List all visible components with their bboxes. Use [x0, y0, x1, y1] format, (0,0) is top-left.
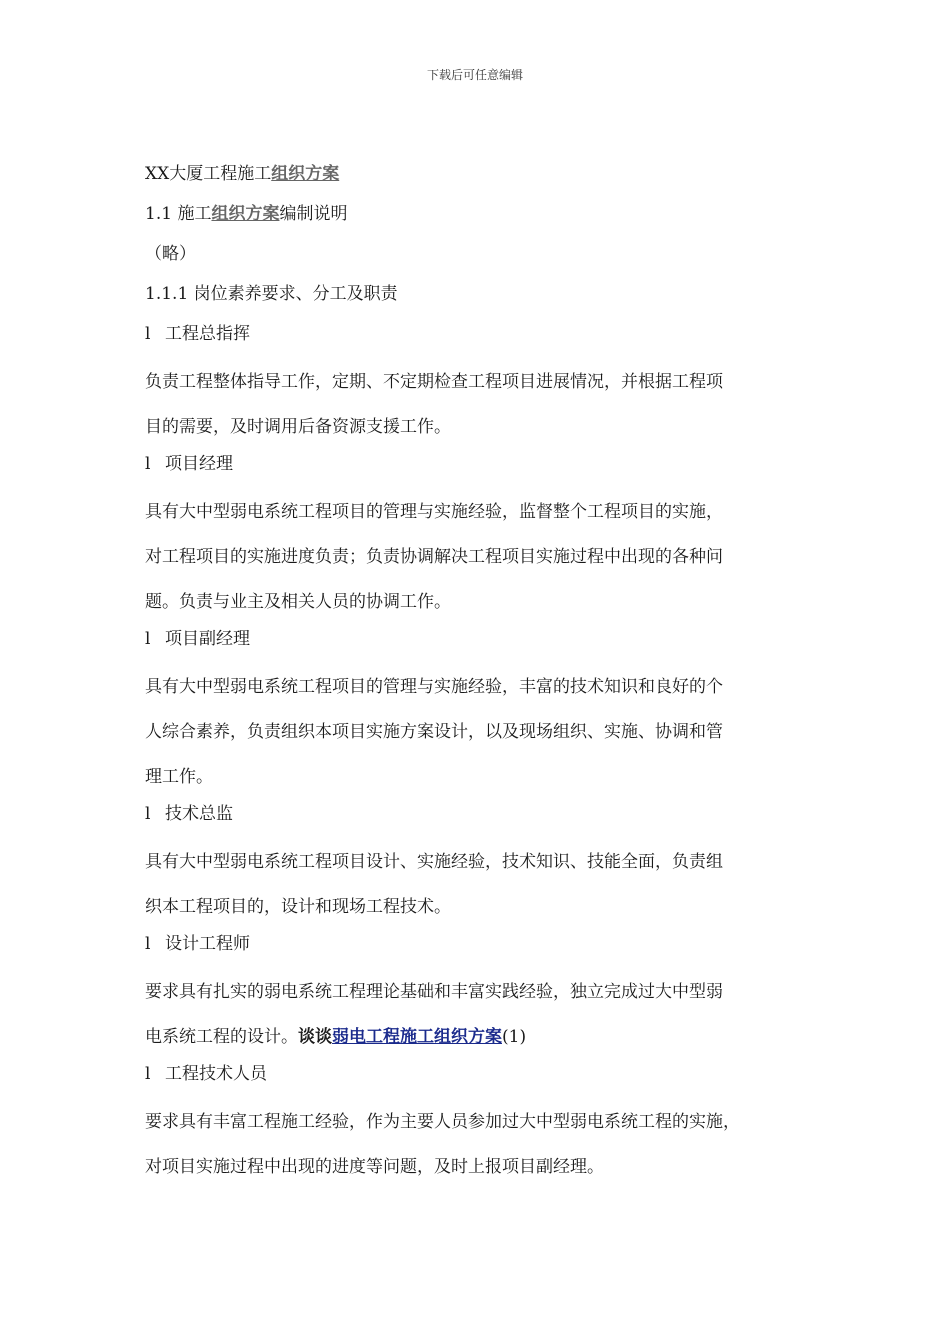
related-article-link[interactable]: 弱电工程施工组织方案 [332, 1027, 502, 1047]
role-description [145, 665, 815, 800]
role-description [145, 1100, 815, 1190]
role-heading [145, 320, 815, 360]
paragraph-line: 人综合素养，负责组织本项目实施方案设计，以及现场组织、实施、协调和管 [145, 722, 723, 742]
last-line-suffix: (1) [502, 1027, 527, 1047]
last-line-text: 电系统工程的设计。 [145, 1027, 298, 1047]
role-name: 工程总指挥 [165, 324, 250, 344]
document-body [145, 160, 815, 1190]
role-heading [145, 625, 815, 665]
title-prefix: XX大厦工程施工 [145, 164, 272, 184]
bullet-mark: l [145, 1064, 151, 1084]
section-1-1-1-heading: 1.1.1 岗位素养要求、分工及职责 [145, 284, 398, 304]
bullet-mark: l [145, 934, 151, 954]
role-heading [145, 800, 815, 840]
bullet-mark: l [145, 629, 151, 649]
title-link[interactable]: 组织方案 [271, 164, 340, 184]
role-description [145, 840, 815, 930]
role-heading [145, 930, 815, 970]
page-header: 下载后可任意编辑 [426, 68, 523, 82]
role-heading [145, 1060, 815, 1100]
document-title [145, 160, 815, 200]
section-1-1-link[interactable]: 组织方案 [211, 204, 280, 224]
paragraph-line: 目的需要，及时调用后备资源支援工作。 [145, 417, 451, 437]
paragraph-line: 具有大中型弱电系统工程项目的管理与实施经验，丰富的技术知识和良好的个 [145, 677, 723, 697]
role-description [145, 490, 815, 625]
role-name: 设计工程师 [165, 934, 250, 954]
role-description [145, 360, 815, 450]
paragraph-line: 对项目实施过程中出现的进度等问题，及时上报项目副经理。 [145, 1157, 604, 1177]
paragraph-line: 要求具有扎实的弱电系统工程理论基础和丰富实践经验，独立完成过大中型弱 [145, 982, 723, 1002]
last-line-bold: 谈谈 [298, 1027, 332, 1047]
section-1-1-heading [145, 200, 815, 240]
bullet-mark: l [145, 454, 151, 474]
role-name: 项目副经理 [165, 629, 250, 649]
section-1-1-prefix: 1.1 施工 [145, 204, 212, 224]
paragraph-line: 具有大中型弱电系统工程项目的管理与实施经验，监督整个工程项目的实施， [145, 502, 723, 522]
omitted-note: （略） [145, 244, 196, 264]
paragraph-line [145, 1015, 815, 1060]
role-heading [145, 450, 815, 490]
role-name: 工程技术人员 [165, 1064, 267, 1084]
role-description [145, 970, 815, 1060]
section-1-1-suffix: 编制说明 [279, 204, 348, 224]
paragraph-line: 织本工程项目的，设计和现场工程技术。 [145, 897, 451, 917]
paragraph-line: 具有大中型弱电系统工程项目设计、实施经验，技术知识、技能全面，负责组 [145, 852, 723, 872]
bullet-mark: l [145, 324, 151, 344]
paragraph-line: 对工程项目的实施进度负责；负责协调解决工程项目实施过程中出现的各种问 [145, 547, 723, 567]
paragraph-line: 要求具有丰富工程施工经验，作为主要人员参加过大中型弱电系统工程的实施， [145, 1112, 740, 1132]
paragraph-line: 题。负责与业主及相关人员的协调工作。 [145, 592, 451, 612]
bullet-mark: l [145, 804, 151, 824]
role-name: 项目经理 [165, 454, 233, 474]
role-name: 技术总监 [165, 804, 233, 824]
paragraph-line: 理工作。 [145, 767, 213, 787]
paragraph-line: 负责工程整体指导工作，定期、不定期检查工程项目进展情况，并根据工程项 [145, 372, 723, 392]
